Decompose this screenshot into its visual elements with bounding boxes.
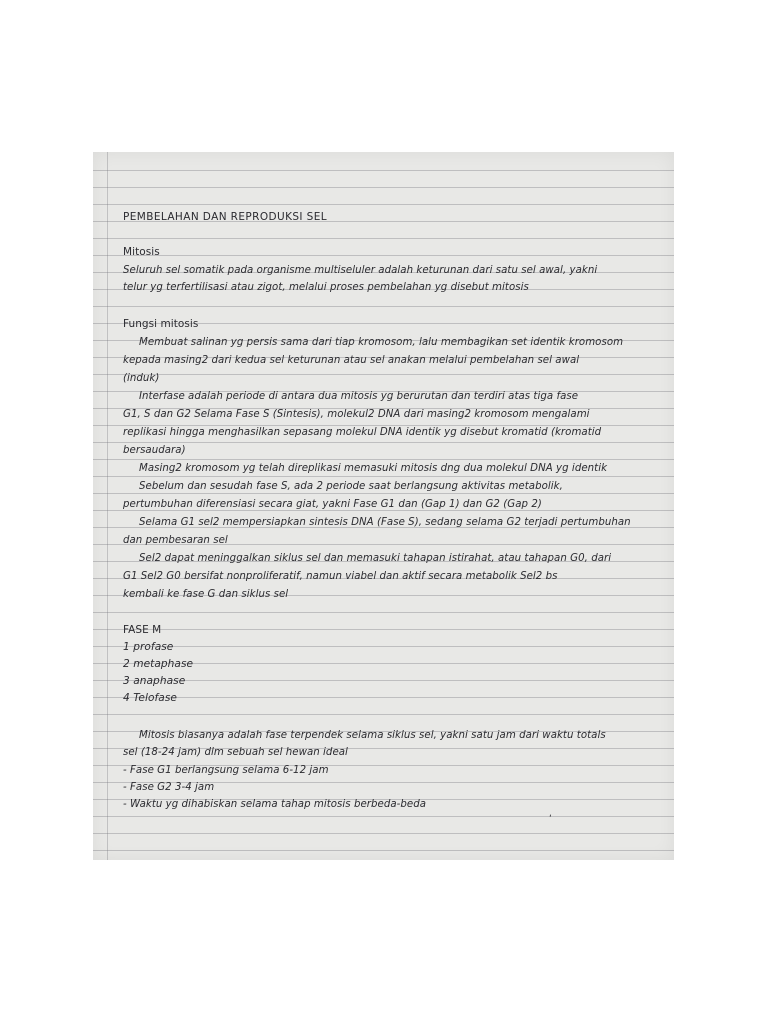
section-heading-mitosis: Mitosis bbox=[123, 246, 160, 258]
closing-text-line: Mitosis biasanya adalah fase terpendek selama siklus sel, yakni satu jam dari waktu totals bbox=[139, 730, 606, 741]
fungsi-text-line: Interfase adalah periode di antara dua mitosis yg berurutan dan terdiri atas tiga fase bbox=[139, 391, 579, 402]
fase-m-list-item: 2 metaphase bbox=[123, 658, 194, 670]
closing-list-item: - Fase G2 3-4 jam bbox=[123, 782, 215, 793]
fungsi-text-line: G1, S dan G2 Selama Fase S (Sintesis), molekul2 DNA dari masing2 kromosom mengalami bbox=[123, 409, 590, 420]
mitosis-text-line: Seluruh sel somatik pada organisme multiseluler adalah keturunan dari satu sel awal, yakni bbox=[123, 265, 598, 276]
section-heading-fase-m: FASE M bbox=[123, 624, 162, 636]
fungsi-text-line: (induk) bbox=[123, 373, 160, 384]
lined-paper-page bbox=[93, 152, 674, 860]
fungsi-text-line: kembali ke fase G dan siklus sel bbox=[123, 589, 289, 600]
mitosis-text-line: telur yg terfertilisasi atau zigot, melalui proses pembelahan yg disebut mitosis bbox=[123, 282, 529, 293]
closing-list-item: - Fase G1 berlangsung selama 6-12 jam bbox=[123, 765, 329, 776]
fungsi-text-line: replikasi hingga menghasilkan sepasang molekul DNA identik yg disebut kromatid (kromatid bbox=[123, 427, 602, 438]
document-title: PEMBELAHAN DAN REPRODUKSI SEL bbox=[123, 211, 328, 223]
fase-m-list-item: 1 profase bbox=[123, 641, 174, 653]
fungsi-text-line: Selama G1 sel2 mempersiapkan sintesis DNA (Fase S), sedang selama G2 terjadi pertumbuhan bbox=[139, 517, 631, 528]
fungsi-text-line: kepada masing2 dari kedua sel keturunan atau sel anakan melalui pembelahan sel awal bbox=[123, 355, 580, 366]
fungsi-text-line: Masing2 kromosom yg telah direplikasi memasuki mitosis dng dua molekul DNA yg identik bbox=[139, 463, 608, 474]
fungsi-text-line: Sebelum dan sesudah fase S, ada 2 periode saat berlangsung aktivitas metabolik, bbox=[139, 481, 563, 492]
fungsi-text-line: dan pembesaran sel bbox=[123, 535, 228, 546]
section-heading-fungsi-mitosis: Fungsi mitosis bbox=[123, 318, 199, 330]
fungsi-text-line: bersaudara) bbox=[123, 445, 186, 456]
pen-mark: ‘ bbox=[549, 814, 552, 824]
fungsi-text-line: Sel2 dapat meninggalkan siklus sel dan memasuki tahapan istirahat, atau tahapan G0, dari bbox=[139, 553, 612, 564]
fase-m-list-item: 4 Telofase bbox=[123, 692, 177, 704]
closing-list-item: - Waktu yg dihabiskan selama tahap mitosis berbeda-beda bbox=[123, 799, 427, 810]
fase-m-list-item: 3 anaphase bbox=[123, 675, 186, 687]
fungsi-text-line: G1 Sel2 G0 bersifat nonproliferatif, namun viabel dan aktif secara metabolik Sel2 bs bbox=[123, 571, 558, 582]
closing-text-line: sel (18-24 jam) dlm sebuah sel hewan ideal bbox=[123, 747, 348, 758]
fungsi-text-line: Membuat salinan yg persis sama dari tiap kromosom, lalu membagikan set identik kromosom bbox=[139, 337, 624, 348]
fungsi-text-line: pertumbuhan diferensiasi secara giat, yakni Fase G1 dan (Gap 1) dan G2 (Gap 2) bbox=[123, 499, 542, 510]
